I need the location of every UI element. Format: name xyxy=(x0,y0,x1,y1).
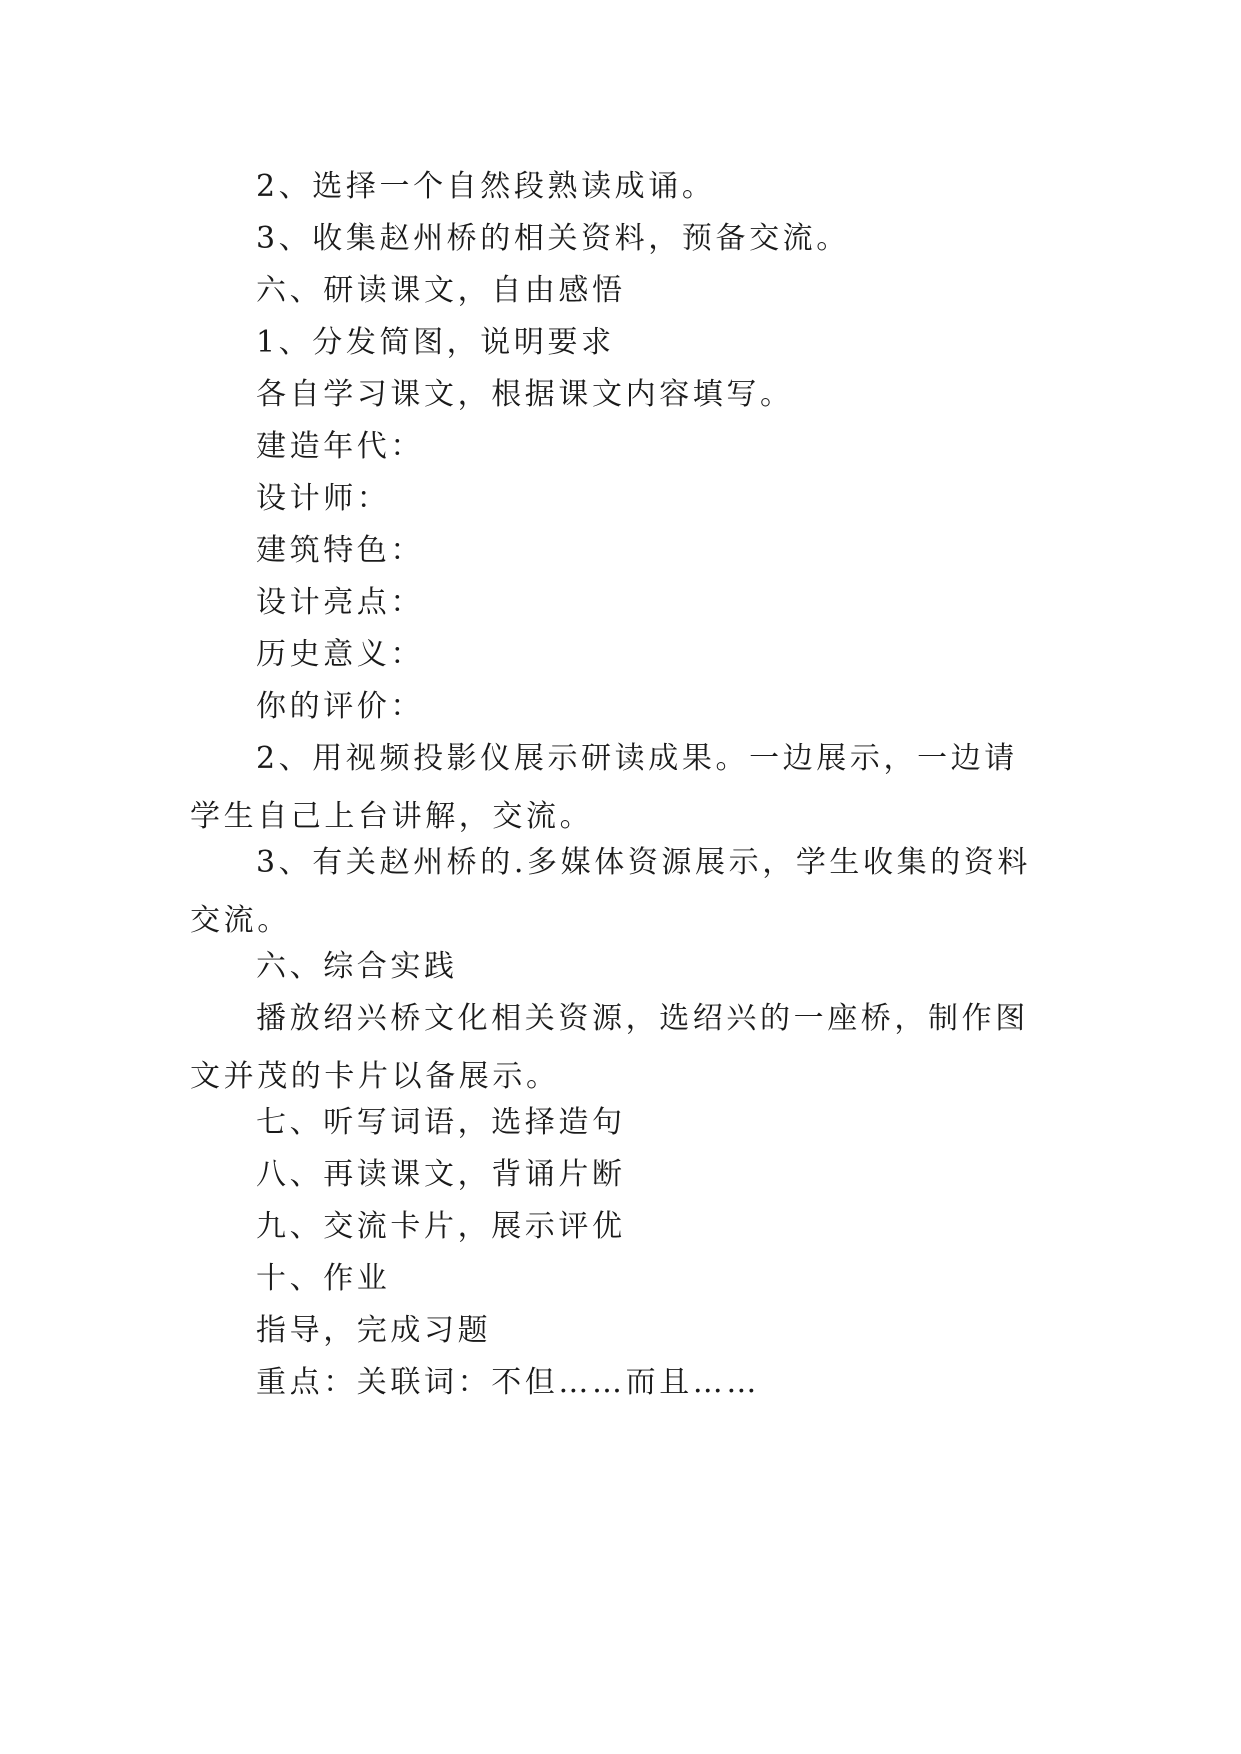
paragraph: 3、收集赵州桥的相关资料，预备交流。 xyxy=(256,221,850,256)
section-heading: 十、作业 xyxy=(256,1261,391,1296)
form-field-label: 历史意义： xyxy=(256,637,424,672)
section-heading: 六、研读课文，自由感悟 xyxy=(256,273,626,308)
form-field-label: 设计亮点： xyxy=(256,585,424,620)
paragraph: 播放绍兴桥文化相关资源，选绍兴的一座桥，制作图文并茂的卡片以备展示。 xyxy=(190,1001,1029,1094)
section-heading: 六、综合实践 xyxy=(256,949,458,984)
form-field-label: 建筑特色： xyxy=(256,533,424,568)
paragraph: 2、用视频投影仪展示研读成果。一边展示，一边请学生自己上台讲解，交流。 xyxy=(190,741,1018,834)
section-heading: 八、再读课文，背诵片断 xyxy=(256,1157,626,1192)
paragraph: 3、有关赵州桥的.多媒体资源展示，学生收集的资料交流。 xyxy=(190,845,1032,938)
form-field-label: 你的评价： xyxy=(256,689,424,724)
section-heading: 七、听写词语，选择造句 xyxy=(256,1105,626,1140)
paragraph: 重点：关联词：不但……而且…… xyxy=(256,1365,760,1400)
section-heading: 九、交流卡片，展示评优 xyxy=(256,1209,626,1244)
paragraph: 各自学习课文，根据课文内容填写。 xyxy=(256,377,794,412)
paragraph: 2、选择一个自然段熟读成诵。 xyxy=(256,169,716,204)
paragraph: 1、分发简图，说明要求 xyxy=(256,325,615,360)
form-field-label: 设计师： xyxy=(256,481,391,516)
paragraph: 指导，完成习题 xyxy=(256,1313,492,1348)
form-field-label: 建造年代： xyxy=(256,429,424,464)
